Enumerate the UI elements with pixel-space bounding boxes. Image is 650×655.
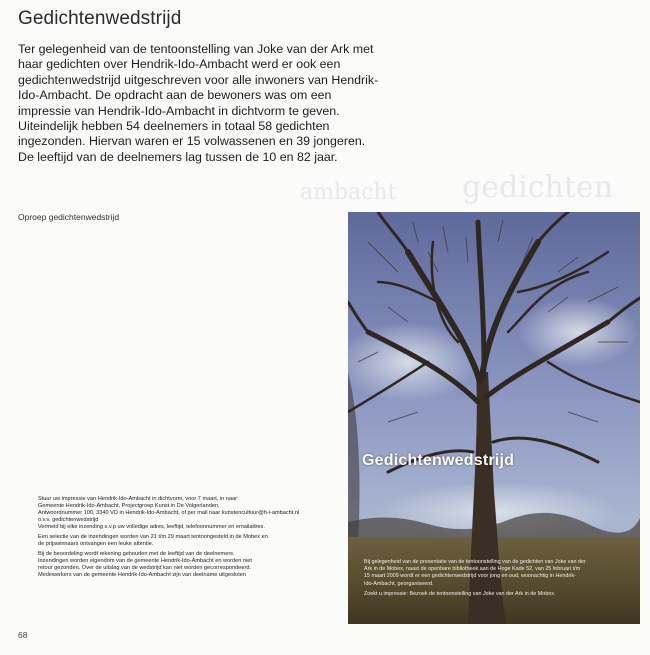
intro-line: De leeftijd van de deelnemers lag tussen de 10 en 82 jaar.: [18, 149, 338, 164]
figure-caption: Oproep gedichtenwedstrijd: [18, 212, 120, 222]
poster-title: Gedichtenwedstrijd: [362, 452, 515, 469]
flyer-line: Vermeld bij elke inzending s.v.p uw volledige adres, leeftijd, telefoonnummer en emailadres.: [38, 524, 265, 531]
poster-line: 15 maart 2009 wordt er een gedichtenwedstrijd voor jong en oud, woonachtig in Hendrik-: [364, 573, 576, 580]
flyer-line: de prijswinnaars ontvangen een leuke attentie.: [38, 541, 154, 548]
flyer-line: retour gezonden. Over de uitslag van de wedstrijd kan niet worden gecorrespondeerd.: [38, 565, 252, 572]
intro-line: Ido-Ambacht. De opdracht aan de bewoners was om een: [18, 88, 332, 103]
flyer-line: Stuur uw impressie van Hendrik-Ido-Ambacht in dichtvorm, voor 7 maart, in naar:: [38, 496, 239, 502]
poster-line: Ido-Ambacht, georganiseerd.: [364, 580, 434, 587]
intro-paragraph: [18, 42, 379, 165]
poster-paragraph: [364, 559, 632, 588]
flyer-line: Antwoordnummer 100, 3340 VD in Hendrik-Ido-Ambacht, of per mail naar kunstencultuur@h-i-ambacht.nl: [38, 510, 300, 517]
intro-line: haar gedichten over Hendrik-Ido-Ambacht werd er ook een: [18, 57, 341, 72]
poster-body-text: [364, 559, 632, 602]
flyer-line: Een selectie van de inzendingen worden van 21 t/m 29 maart tentoongesteld in de Mobex en: [38, 534, 268, 541]
flyer-line: Gemeente Hendrik-Ido-Ambacht, Projectgroep Kunst in De Volgerlanden,: [38, 503, 220, 510]
flyer-line: Medewerkers van de gemeente Hendrik-Ido-Ambacht zijn van deelname uitgesloten: [38, 572, 247, 579]
poster-image: [348, 212, 640, 624]
intro-line: Ter gelegenheid van de tentoonstelling van Joke van der Ark met: [18, 42, 374, 56]
flyer-paragraph: [38, 551, 344, 579]
poster-paragraph: [364, 591, 632, 598]
flyer-paragraph: [38, 534, 344, 548]
flyer-line: Inzendingen worden eigendom van de gemeente Hendrik-Ido-Ambacht en worden niet: [38, 557, 252, 564]
show-through-text: gedichten: [462, 170, 614, 205]
poster-footer-line: Zoekt u impressie: Bezoek de tentoonstelling van Joke van der Ark in de Mobex.: [364, 591, 556, 598]
intro-line: ingezonden. Hiervan waren er 15 volwassenen en 39 jongeren.: [18, 134, 366, 149]
page-title: Gedichtenwedstrijd: [18, 8, 182, 29]
poster-line: Ark in de Mobex, naast de openbare bibliotheek aan de Hoge Kade 52, van 25 februari t/m: [364, 566, 581, 573]
flyer-line: Bij de beoordeling wordt rekening gehouden met de leeftijd van de deelnemers.: [38, 550, 235, 557]
flyer-line: o.v.v. gedichtenwedstrijd: [38, 517, 99, 524]
intro-line: Uiteindelijk hebben 54 deelnemers in totaal 58 gedichten: [18, 119, 330, 134]
flyer-paragraph: [38, 496, 344, 531]
intro-line: impressie van Hendrik-Ido-Ambacht in dichtvorm te geven.: [18, 103, 340, 118]
poster-line: Bij gelegenheid van de presentatie van de tentoonstelling van de gedichten van Joke van der: [364, 559, 586, 565]
page-number: 68: [18, 630, 28, 640]
show-through-text-2: ambacht: [300, 180, 397, 205]
intro-line: gedichtenwedstrijd uitgeschreven voor alle inwoners van Hendrik-: [18, 72, 379, 87]
flyer-text-block: [38, 496, 344, 582]
